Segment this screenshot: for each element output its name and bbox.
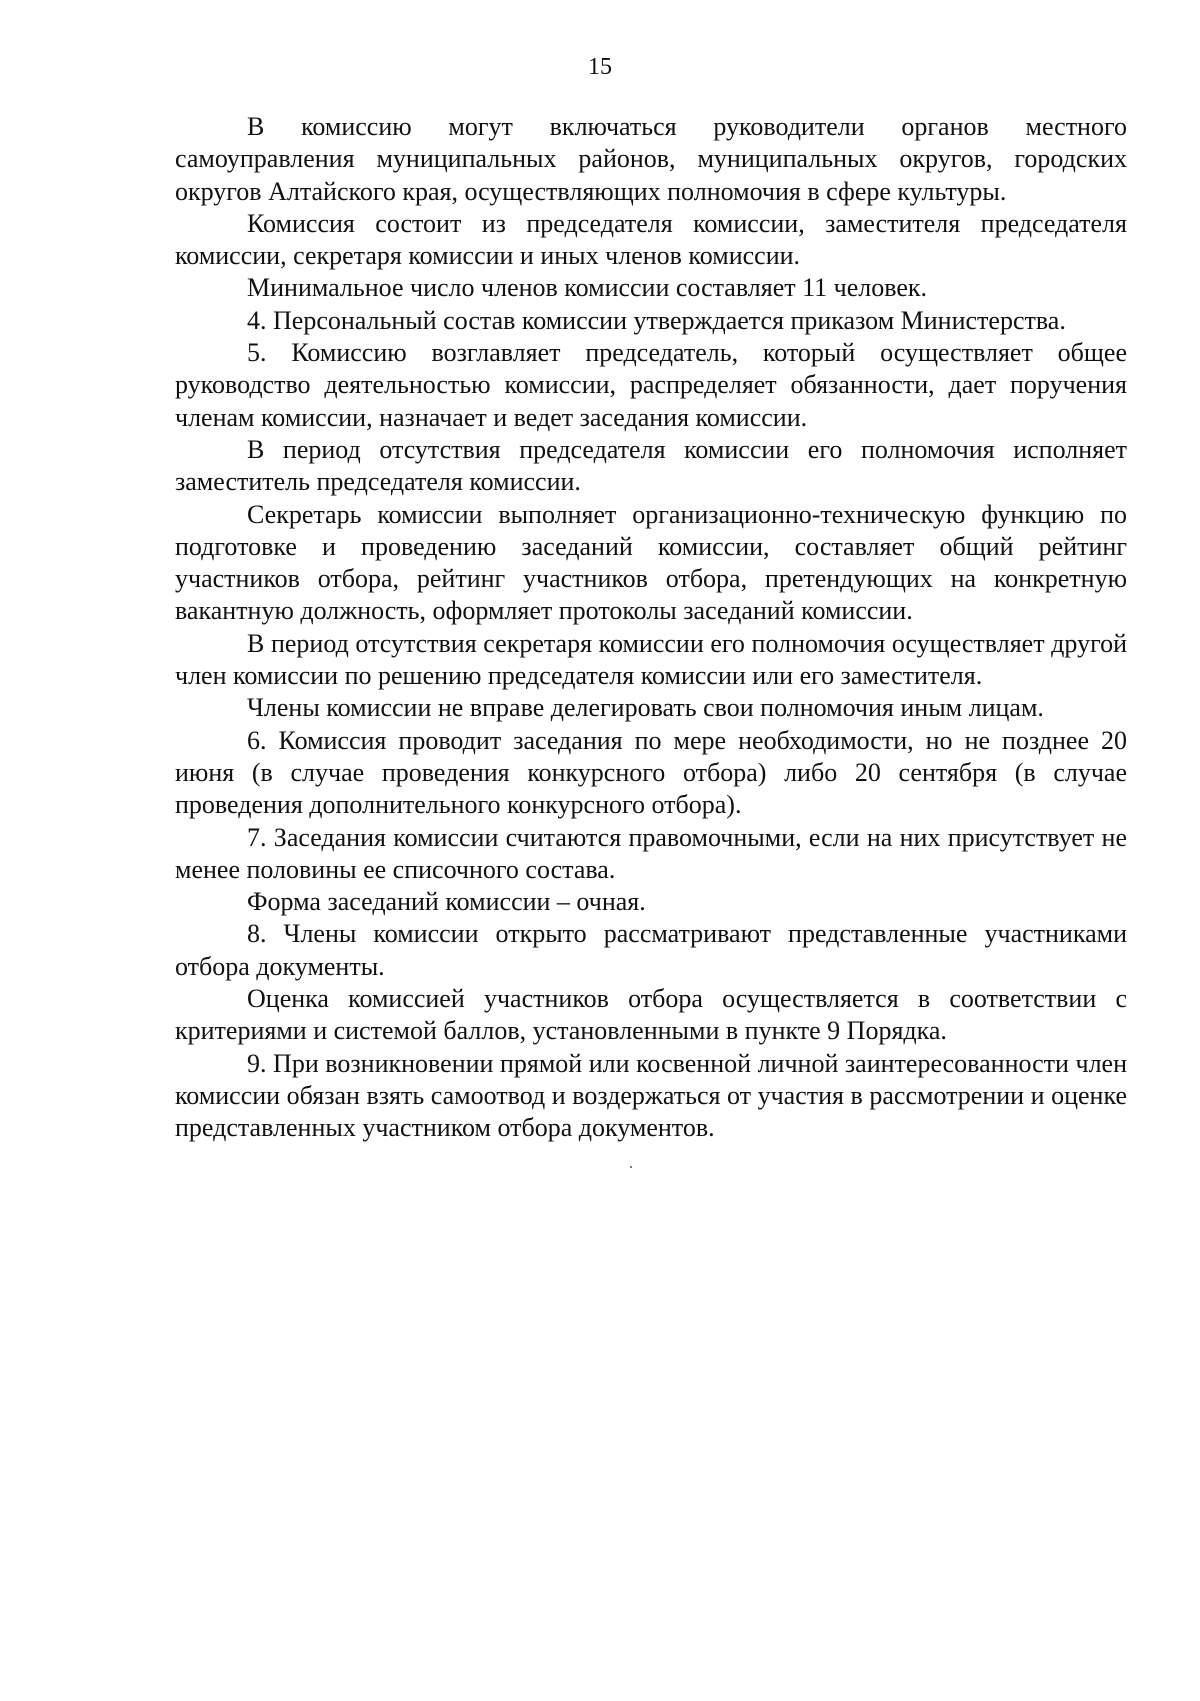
paragraph-item-5: 5. Комиссию возглавляет председатель, который осуществляет общее руководство деятельностью комиссии, распределяет обязанности, дает поручения членам комиссии, назначает и ведет заседания комиссии. — [175, 338, 1127, 432]
paragraph-secretary-duties: Секретарь комиссии выполняет организационно-техническую функцию по подготовке и проведению заседаний комиссии, составляет общий рейтинг участников отбора, рейтинг участников отбора, претендующих на конкретную вакантную должность, оформляет протоколы заседаний комиссии. — [175, 499, 1127, 626]
paragraph-item-4: 4. Персональный состав комиссии утверждается приказом Министерства. — [247, 305, 1066, 335]
document-body — [175, 111, 1127, 1145]
scan-speck — [630, 1166, 632, 1168]
paragraph-secretary-absence: В период отсутствия секретаря комиссии его полномочия осуществляет другой член комиссии по решению председателя комиссии или его заместителя. — [175, 628, 1127, 691]
paragraph-minimum-members: Минимальное число членов комиссии составляет 11 человек. — [247, 273, 928, 303]
paragraph-no-delegation: Члены комиссии не вправе делегировать свои полномочия иным лицам. — [247, 693, 1044, 723]
paragraph-item-7: 7. Заседания комиссии считаются правомочными, если на них присутствует не менее половины ее списочного состава. — [175, 822, 1127, 884]
paragraph-item-9: 9. При возникновении прямой или косвенной личной заинтересованности член комиссии обязан взять самоотвод и воздержаться от участия в рассмотрении и оценке представленных участником отбора документов. — [175, 1048, 1127, 1143]
paragraph-evaluation-criteria: Оценка комиссией участников отбора осуществляется в соответствии с критериями и системой баллов, установленными в пункте 9 Порядка. — [175, 984, 1127, 1046]
paragraph-meeting-form: Форма заседаний комиссии – очная. — [247, 887, 646, 917]
page-number: 15 — [588, 54, 612, 80]
paragraph-item-8: 8. Члены комиссии открыто рассматривают представленные участниками отбора документы. — [175, 919, 1127, 981]
paragraph-commission-composition: Комиссия состоит из председателя комиссии, заместителя председателя комиссии, секретаря комиссии и иных членов комиссии. — [175, 208, 1127, 271]
paragraph-commission-members-local-government: В комиссию могут включаться руководители органов местного самоуправления муниципальных районов, муниципальных округов, городских округов Алтайского края, осуществляющих полномочия в сфере культуры. — [175, 112, 1127, 206]
paragraph-chair-absence: В период отсутствия председателя комиссии его полномочия исполняет заместитель председателя комиссии. — [175, 434, 1127, 497]
paragraph-item-6: 6. Комиссия проводит заседания по мере необходимости, но не позднее 20 июня (в случае проведения конкурсного отбора) либо 20 сентября (в случае проведения дополнительного конкурсного отбора). — [175, 725, 1127, 820]
